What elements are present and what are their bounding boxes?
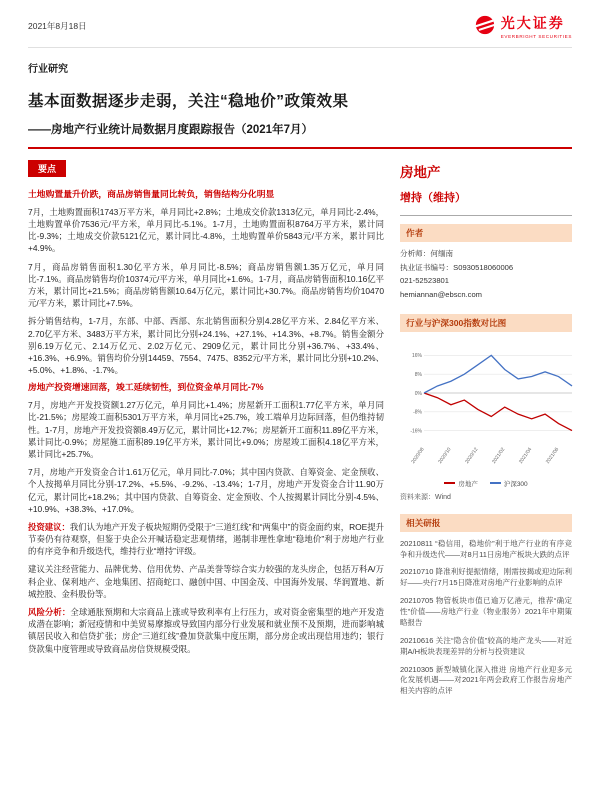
svg-text:-16%: -16% [410, 428, 422, 435]
paragraph: 拆分销售结构，1-7月，东部、中部、西部、东北销售面积分别4.28亿平方米、2.84亿平方米、2.70亿平方米、3483万平方米，累计同比分别+24.1%、+27.1%、+14.3%、+8.7%。销售金额分别6.19万亿元、2.14万亿元、2.02万亿元、2909亿元，累计同比分别+36.7%、+33.4%、+16.3%、+6.9%。销售均价分别14459、7554、7475、8352元/平方米，累计同比分别+10.2%、+5.0%、+1.8%、-1.7%。 [28, 316, 384, 376]
legend-swatch [444, 482, 455, 484]
paragraph-lead: 投资建议： [28, 521, 70, 532]
paragraph: 投资建议：我们认为地产开发子板块短期仍受限于“三道红线”和“两集中”的资金面约束，ROE提升节奏仍有待观察，但鉴于央企公开喊话稳定悲观情绪，遏制非理性拿地“稳地价”利于房地产行业的有序竞争和升级迭代，维持行业“增持”评级。 [28, 521, 384, 557]
title-divider [28, 147, 572, 149]
legend-label: 沪深300 [503, 480, 528, 488]
analyst-license: 执业证书编号：S0930518060006 [400, 262, 514, 272]
svg-text:2021/04: 2021/04 [517, 446, 534, 465]
report-date: 2021年8月18日 [28, 21, 87, 31]
paragraph-lead: 风险分析： [28, 607, 71, 617]
related-report-link[interactable]: 20210616 关注“隐含价值”较高的地产龙头——对近期A/H板块表现差异的分析与投资建议 [400, 635, 572, 656]
paragraph: 7月，房地产开发资金合计1.61万亿元，单月同比-7.0%；其中国内贷款、自筹资金、定金预收、个人按揭单月同比分别-17.2%、+5.5%、-9.2%、-13.4%；1-7月，房地产开发资金合计11.90万亿元，累计同比+18.2%；其中国内贷款、自筹资金、定金预收、个人按揭累计同比分别-4.5%、+10.9%、+38.3%、+17.0%。 [28, 467, 384, 514]
chart-section-header: 行业与沪深300指数对比图 [400, 314, 572, 332]
svg-text:0%: 0% [414, 390, 422, 397]
sidebar [400, 159, 572, 697]
author-section-header: 作者 [400, 224, 572, 242]
report-subtitle: ——房地产行业统计局数据月度跟踪报告（2021年7月） [28, 124, 313, 136]
related-report-link[interactable]: 20210710 降准利好提振情绪，刚需按揭或迎边际利好——央行7月15日降准对房地产行业影响的点评 [400, 567, 572, 588]
paragraph: 建议关注经营能力、品牌优势、信用优势、产品美誉等综合实力较强的龙头房企，包括万科A/万科企业、保利地产、金地集团、招商蛇口、融创中国、中国金茂、中国海外发展、华润置地、新城控股、金科股份等。 [28, 564, 384, 599]
related-report-link[interactable]: 20210811 “稳信用，稳地价”利于地产行业的有序竞争和升级迭代——对8月11日房地产板块大跌的点评 [400, 538, 572, 559]
legend-item [444, 479, 478, 488]
legend-item [490, 479, 528, 488]
sidebar-divider [400, 215, 572, 216]
header [28, 14, 572, 48]
section-heading: 房地产投资增速回落，竣工延续韧性，到位资金单月同比-7% [28, 382, 264, 393]
svg-text:2020/08: 2020/08 [410, 446, 426, 465]
chart-legend [400, 479, 572, 488]
svg-text:8%: 8% [414, 371, 422, 378]
related-section-header: 相关研报 [400, 514, 572, 532]
legend-swatch [490, 482, 501, 484]
related-report-link[interactable]: 20210705 物管板块市值已逾万亿港元，推荐“确定性”价值——房地产行业（物业服务）2021年中期策略报告 [400, 596, 572, 627]
analyst-email-link[interactable]: hemiannan@ebscn.com [400, 289, 483, 299]
legend-label: 房地产 [458, 480, 478, 488]
author-info [400, 247, 572, 302]
section-heading: 土地购置量升价跌，商品房销售量同比转负，销售结构分化明显 [28, 189, 275, 199]
logo-text-cn: 光大证券 [500, 15, 565, 32]
paragraph: 7月，土地购置面积1743万平方米，单月同比+2.8%；土地成交价款1313亿元，单月同比-2.4%，土地购置单价7536元/平方米，单月同比-5.1%。1-7月，土地购置面积8764万平方米，累计同比-9.3%；土地成交价款5121亿元，累计同比-4.8%，土地购置单价5843元/平方米，累计同比+4.9%。 [28, 206, 384, 254]
chart-source: 资料来源：Wind [400, 493, 451, 501]
industry-name: 房地产 [400, 165, 441, 180]
main-content [28, 159, 384, 697]
everbright-logo [474, 14, 572, 41]
related-report-link[interactable]: 20210305 新型城镇化深入推进 房地产行业迎多元化发展机遇——对2021年两会政府工作报告房地产相关内容的点评 [400, 664, 572, 696]
content-blocks [28, 189, 384, 655]
keypoints-badge: 要点 [28, 160, 66, 177]
rating-badge: 增持（维持） [400, 192, 466, 204]
svg-text:2021/02: 2021/02 [491, 446, 507, 465]
report-category: 行业研究 [28, 64, 68, 75]
paragraph: 7月，商品房销售面积1.30亿平方米，单月同比-8.5%；商品房销售额1.35万亿元，单月同比-7.1%。商品房销售均价10374元/平方米，单月同比+1.6%。1-7月，商品房销售面积10.16亿平方米，累计同比+21.5%；商品房销售额10.64万亿元，累计同比+30.7%。商品房销售均价10470元/平方米，累计同比+7.5%。 [28, 261, 384, 309]
svg-text:2020/12: 2020/12 [464, 446, 480, 465]
svg-text:2021/06: 2021/06 [544, 446, 561, 465]
svg-text:16%: 16% [411, 352, 422, 359]
paragraph: 7月，房地产开发投资额1.27万亿元，单月同比+1.4%；房屋新开工面积1.77亿平方米，单月同比-21.5%；房屋竣工面积5301万平方米，单月同比+25.7%，竣工端单月边际回落，但仍维持韧性。1-7月，房地产开发投资额8.49万亿元，累计同比+12.7%；房屋新开工面积11.89亿平方米，累计同比-0.9%；房屋施工面积89.19亿平方米，累计同比+9.0%；房屋竣工面积4.18亿平方米，累计同比+25.7%。 [28, 400, 384, 459]
everbright-logo-icon [474, 14, 496, 41]
analyst-phone: 021-52523801 [400, 276, 449, 286]
comparison-chart [400, 338, 572, 502]
svg-text:-8%: -8% [413, 409, 422, 416]
logo-text [501, 16, 572, 38]
report-title: 基本面数据逐步走弱，关注“稳地价”政策效果 [28, 93, 349, 110]
analyst-name: 分析师：何缅南 [400, 249, 454, 258]
svg-text:2020/10: 2020/10 [437, 446, 453, 465]
comparison-chart-svg [400, 338, 576, 472]
paragraph: 风险分析：全球通胀预期和大宗商品上涨或导致利率有上行压力，或对资金密集型的地产开发造成潜在影响；新冠疫情和中美贸易摩擦或导致国内部分行业发展和就业预不及预期，进而影响城镇居民收入和信贷扩张；房企“三道红线”叠加贷款集中度压期，部分房企或出现信用违约；银行贷款集中度管理或导致商品房信贷规模受限。 [28, 607, 385, 654]
logo-text-en: EVERBRIGHT SECURITIES [500, 33, 572, 39]
related-list [400, 539, 572, 698]
